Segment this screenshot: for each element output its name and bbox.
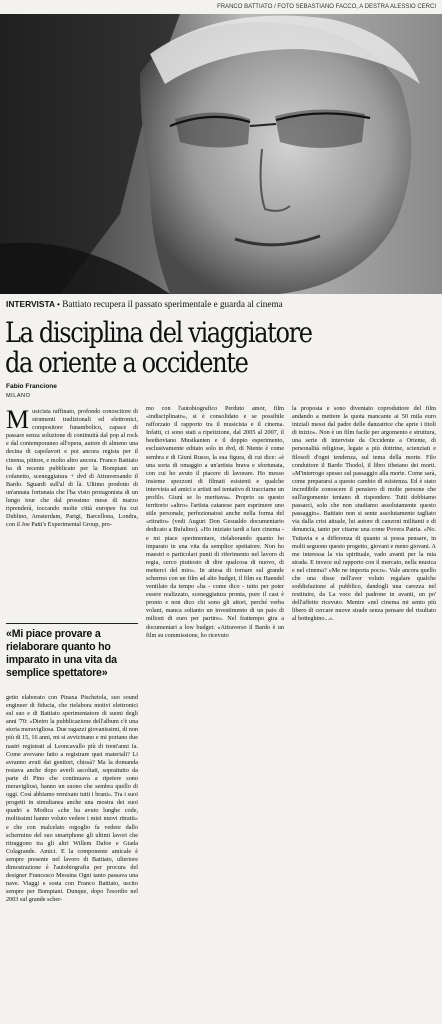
- separator: •: [57, 299, 63, 309]
- headline-line-2: da oriente a occidente: [5, 346, 248, 379]
- column-3: la proposta e sono diventato coproduttore del film andando a mettere la quota mancante ai 50 mila euro iniziali messi dal padre delle danzatrice che aprie i titoli di inizio». Non è un film facile per argomento e struttura, una serie di interviste da Occidente a Oriente, di personalità religiose, legate a più dottrine, scienziati e filosofi d'ogni tendenza, sul tema della morte. Filo conduttore il Bardo Thodol, il libro tibetano dei morti. «M'interrogo spesso sul passaggio alla morte. Come sarà, come prepararsi a questo cambio di esistenza. Ed è stato incredibile conoscere il pensiero di molte persone che sull'argomento tentano di rispondere. Tutti dobbiamo passarci, solo che non studiamo assolutamente questo passaggio». Battiato non si sente assolutamente tagliato via dalla crisi attuale, lui autore di canzoni militanti e di denuncia, tanto per citarne una come Povera Patria. «No. Tuttavia e a differenza di quanto si possa pensare, in molti seguono questo progetto, giovani e meno giovani. A me interessa la via spirituale, vado avanti per la mia strada. E invece sul rapporto con il mercato, nella musica e nel cinema? «Me ne importa poco». Vale ancora quello che una disse nell'aver voluto regalare qualche soddisfazione al pubblico, dandogli una carezza nel restituire, da La voce del padrone in avanti, un po' dell'affetto ricevuto. Mentre «nel cinema mi sento più libero di cercare nuove strade senza pensare del risultato al botteghino...».: [292, 405, 436, 623]
- portrait-photo: [0, 14, 442, 294]
- drop-cap: M: [6, 405, 30, 434]
- headline-line-1: La disciplina del viaggiatore: [5, 316, 312, 349]
- headline: [5, 318, 435, 378]
- summary: Battiato recupera il passato sperimentale e guarda al cinema: [62, 299, 283, 309]
- dateline-place: MILANO: [6, 393, 31, 399]
- column-2: mo con l'autobiografico Perduto amor, film «indisciplinato», si è consolidato e se possibile rafforzato il rapporto tra il musicista e il cinema. Infatti, ci sono stati a ripetizione, dal 2005 al 2007, il beethoviano Musikanten e il doppio esperimento, esclusivamente editato solo in dvd, di Niente è come sembra e di Giunì Russo, la sua figura, di cui dice: «è una sorta di omaggio a un'artista brava e sfortunata, con cui ho avuto il piacere di lavorare. Ho messo insieme spezzoni di filmati esistenti e qualche intervista ad amici e artisti nel tentativo di tracciarne un profilo. Giunì se lo meritava». Proprio su questo territorio «altro» l'artista catanese pare esprimere uno stile personale, perfezionatosi anche nella forma del «ritratto» (vedi Auguri Don Gesualdo documentario dedicato a Bufalino). «Ho iniziato tardi a fare cinema - e mi piace sperimentare, rielaborando quanto ho imparato in una vita da semplice spettatore. Non ho maestri o particolari punti di riferimento nel lavoro di regia, cerco piuttosto di dire qualcosa di nuovo, di metterci del mio». In attesa di tornare sul grande schermo con un film ad alto budget, il film su Haendel ventilato da tempo «ha - come dico - tutto per poter essere realizzato, sceneggiatura pronta, pure il cast è pronto e non dico chi sono gli attori, perché verba volant, manca soltanto un investimento di un paio di milioni di euro per partire». Nel frattempo gira a documentari a low budget: «Attraverso il Bardo è un film su commissione, ho ricevuto: [146, 405, 284, 639]
- section-label: INTERVISTA: [6, 299, 55, 309]
- pull-quote: «Mi piace provare a rielaborare quanto ho imparato in una vita da semplice spettatore»: [6, 623, 138, 680]
- byline: Fabio Francione: [6, 383, 57, 390]
- column-1-bottom: getto elaborato con Pinaxa Pischetola, suo sound engineer di fiducia, che rielabora motivi elettronici sul suo e di Battiato sperimentatore di suoni degli anni '70: «Dietro la pubblicazione dell'album c'è una storia meravigliosa. Due ragazzi giovanissimi, di non più di 15, 16 anni, mi si avvicinano e mi portano due nastri registrati al Leoncavallo più di trent'anni fa. Come avevano fatto a registrare quei materiali? Li avranno avuti dai genitori, chissà? Ma la domanda restava anche dopo averli ascoltati, soprattutto da parte di Pino che continuava a ripetere sono meravigliosi, hanno un suono che sembra quello di oggi. Così abbiamo remixato tutti i brani». Tra i suoi progetti in simultanea anche una mostra dei suoi quadri a Modica «che ha avuto lunghe code, moltissimi hanno voluto vedere i miei nuovi ritratti» e che con malcelato orgoglio fa vedere dallo schermino del suo smartphone gli ultimi lavori che ritraggono tra gli altri Willem Dafoe e Giada Colagrande. Amici. E la componente amicale è sempre presente nel lavoro di Battiato, ulteriore dimostrazione è l'autobiografia per procura del designer Francesco Messina Ogni tanto passava una nave. Viaggi e sosta con Franco Battiato, uscito sempre per Bompiani. Dunque, dopo l'esordio nel 2003 sul grande scher-: [6, 694, 138, 904]
- kicker-line: [6, 298, 438, 310]
- column-1-top: [6, 405, 138, 529]
- photo-credit: FRANCO BATTIATO / FOTO SEBASTIANO FACCO, A DESTRA ALESSIO CERCI: [217, 4, 436, 10]
- column-1-text: usicista raffinato, profondo conoscitore di strumenti tradizionali ed elettronici, compositore funambolico, capace di passare senza soluzione di continuità dal pop al rock e dal contemporaneo all'opera, autore di almeno una decina di capolavori e poi ancora regista per il cinema, pittore, e molto altro ancora. Franco Battiato ha di recente pubblicato per la Bompiani un cofanetto, sceneggiatura + dvd di Attraversando il Bardo. Sguardi sull'al di là. Ultimo prodotto di un'annata fortunata che l'ha visto protagonista di un lungo tour che dal prossimo mese di marzo riprenderà, toccando molte città europee fra cui Dublino, Amsterdam, Parigi, Barcellona, Londra, con il Joe Patti's Experimental Group, pro-: [6, 408, 138, 529]
